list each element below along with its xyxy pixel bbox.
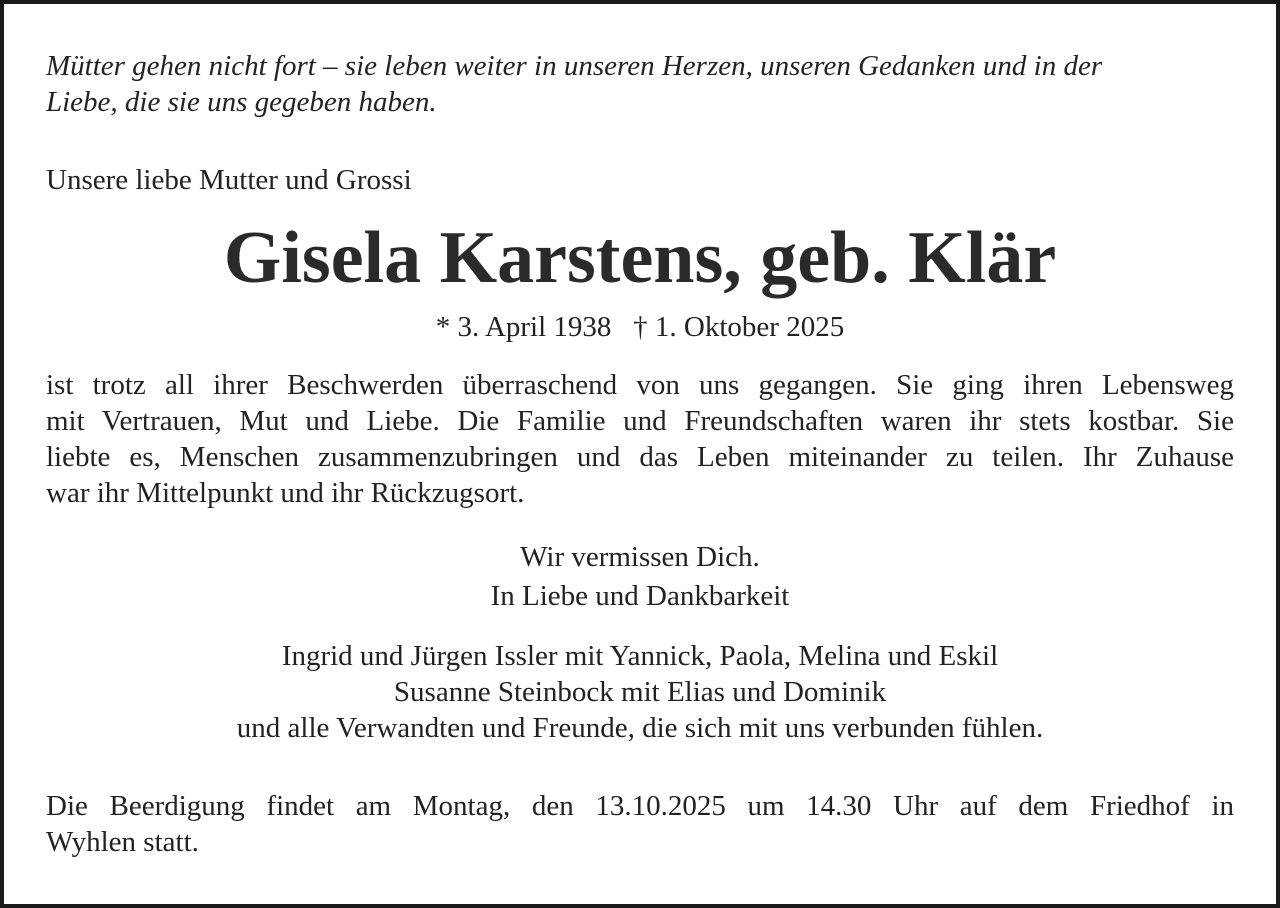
mourners-line: Ingrid und Jürgen Issler mit Yannick, Paola, Melina und Eskil [281, 640, 999, 672]
funeral-line: Wyhlen statt. [46, 826, 199, 858]
motto-line: Liebe, die sie uns gegeben haben. [46, 86, 437, 118]
closing-line: In Liebe und Dankbarkeit [490, 580, 790, 612]
mourners-line: Susanne Steinbock mit Elias und Dominik [393, 676, 887, 708]
obituary-notice [4, 4, 1276, 904]
intro-text: Unsere liebe Mutter und Grossi [46, 164, 412, 196]
body-line: war ihr Mittelpunkt und ihr Rückzugsort. [46, 477, 525, 509]
life-dates: * 3. April 1938 † 1. Oktober 2025 [435, 311, 845, 343]
body-line: mit Vertrauen, Mut und Liebe. Die Familie und Freundschaften waren ihr stets kostbar. Sie [46, 405, 1234, 437]
body-line: ist trotz all ihrer Beschwerden überraschend von uns gegangen. Sie ging ihren Lebensweg [46, 369, 1234, 401]
motto-line: Mütter gehen nicht fort – sie leben weiter in unseren Herzen, unseren Gedanken und in der [46, 50, 1103, 82]
closing-line: Wir vermissen Dich. [520, 541, 760, 573]
deceased-name: Gisela Karstens, geb. Klär [223, 217, 1057, 299]
funeral-line: Die Beerdigung findet am Montag, den 13.10.2025 um 14.30 Uhr auf dem Friedhof in [46, 790, 1234, 822]
body-line: liebte es, Menschen zusammenzubringen und das Leben miteinander zu teilen. Ihr Zuhause [46, 441, 1234, 473]
mourners-line: und alle Verwandten und Freunde, die sich mit uns verbunden fühlen. [236, 712, 1044, 744]
